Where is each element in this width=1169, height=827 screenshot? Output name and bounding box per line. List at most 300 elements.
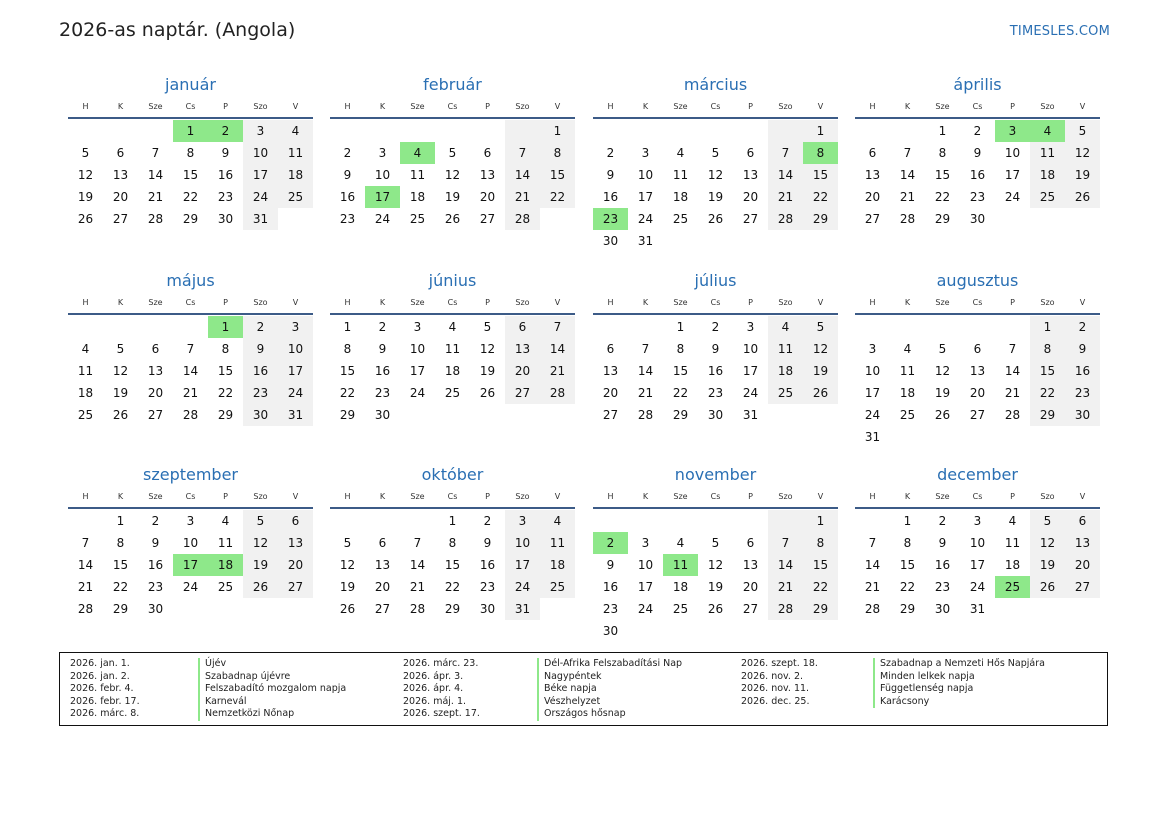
empty-day-cell [278,208,313,230]
day-cell: 20 [969,386,986,400]
day-cell: 7 [151,146,160,160]
day-cell: 2 [343,146,352,160]
day-cell: 16 [707,364,724,378]
day-cell: 18 [444,364,461,378]
day-cell: 13 [374,558,391,572]
day-cell: 9 [378,342,387,356]
day-cell: 4 [768,316,803,338]
holiday-name: Vészhelyzet [537,696,682,709]
weekday-label: K [117,298,124,307]
day-cell: 31 [278,404,313,426]
day-cell: 30 [479,602,496,616]
holiday-date: 2026. jan. 1. [70,658,130,669]
day-cell: 7 [641,342,650,356]
weekday-label: K [379,492,386,501]
month-9 [330,463,575,620]
day-cell: 11 [444,342,461,356]
empty-day-cell [698,120,733,142]
holiday-day-cell: 17 [365,186,400,208]
day-cell: 20 [147,386,164,400]
day-cell: 8 [221,342,230,356]
holiday-date: 2026. nov. 2. [741,670,804,682]
weekday-label: Cs [447,492,458,501]
empty-day-cell [960,426,995,448]
empty-day-cell [803,230,838,252]
day-cell: 10 [742,342,759,356]
day-cell: 24 [864,408,881,422]
month-8 [68,463,313,620]
holiday-day-cell: 17 [173,554,208,576]
month-name: december [937,465,1018,484]
holiday-day-cell: 25 [995,576,1030,598]
day-cell: 29 [444,602,461,616]
empty-day-cell [1065,208,1100,230]
day-cell: 27 [147,408,164,422]
weekday-label: Cs [710,102,721,111]
day-cell: 20 [278,554,313,576]
day-cell: 2 [973,124,982,138]
day-cell: 4 [540,510,575,532]
empty-day-cell [768,120,803,142]
weekday-label: H [869,298,876,307]
empty-day-cell [995,208,1030,230]
holiday-day-cell: 11 [663,554,698,576]
day-cell: 19 [479,364,496,378]
month-4 [68,269,313,426]
month-11 [855,463,1100,620]
holiday-day-cell: 4 [400,142,435,164]
empty-day-cell [593,510,628,532]
day-cell: 5 [483,320,492,334]
empty-day-cell [855,120,890,142]
day-cell: 9 [973,146,982,160]
day-cell: 30 [934,602,951,616]
day-cell: 25 [278,186,313,208]
day-cell: 30 [217,212,234,226]
empty-day-cell [855,510,890,532]
empty-day-cell [470,120,505,142]
day-cell: 25 [409,212,426,226]
weekday-label: Cs [185,298,196,307]
day-cell: 9 [711,342,720,356]
month-name: február [423,75,482,94]
holiday-names-column-2 [537,658,682,721]
holiday-name: Függetlenség napja [873,683,1045,696]
empty-day-cell [505,120,540,142]
empty-day-cell [103,316,138,338]
weekday-label: H [82,492,89,501]
weekday-label: Sze [410,298,425,307]
weekday-label: P [485,492,490,501]
day-cell: 8 [903,536,912,550]
day-cell: 5 [938,342,947,356]
day-cell: 29 [899,602,916,616]
weekday-label: V [817,102,824,111]
empty-day-cell [768,510,803,532]
weekday-label: P [1010,102,1015,111]
weekday-label: Szo [515,298,530,307]
day-cell: 30 [969,212,986,226]
day-cell: 21 [182,386,199,400]
day-cell: 29 [1030,404,1065,426]
empty-day-cell [278,598,313,620]
day-cell: 19 [934,386,951,400]
month-3 [855,73,1100,230]
holiday-name: Újév [198,658,346,671]
weekday-label: V [554,492,561,501]
day-cell: 21 [768,576,803,598]
empty-day-cell [540,208,575,230]
empty-day-cell [628,120,663,142]
empty-day-cell [628,316,663,338]
day-cell: 27 [479,212,496,226]
day-cell: 7 [81,536,90,550]
day-cell: 21 [540,360,575,382]
day-cell: 9 [1065,338,1100,360]
day-cell: 4 [278,120,313,142]
holiday-day-cell: 1 [208,316,243,338]
day-cell: 26 [707,212,724,226]
day-cell: 28 [147,212,164,226]
day-cell: 18 [768,360,803,382]
weekday-label: Szo [778,102,793,111]
weekday-label: K [642,102,649,111]
weekday-header [68,293,313,315]
month-6 [593,269,838,426]
day-cell: 3 [278,316,313,338]
day-cell: 5 [711,536,720,550]
day-cell: 23 [934,580,951,594]
day-cell: 13 [742,558,759,572]
day-cell: 25 [768,382,803,404]
weekday-label: P [748,492,753,501]
weekday-label: P [223,492,228,501]
day-cell: 10 [637,168,654,182]
empty-day-cell [330,120,365,142]
day-cell: 14 [505,164,540,186]
empty-day-cell [803,620,838,642]
day-cell: 28 [409,602,426,616]
day-cell: 15 [112,558,129,572]
day-cell: 27 [374,602,391,616]
day-cell: 11 [899,364,916,378]
weekday-label: P [485,102,490,111]
holiday-dates-column-2 [403,658,480,721]
day-cell: 27 [505,382,540,404]
day-cell: 22 [444,580,461,594]
empty-day-cell [593,120,628,142]
day-cell: 26 [243,576,278,598]
empty-day-cell [663,230,698,252]
day-cell: 23 [602,602,619,616]
day-cell: 12 [77,168,94,182]
empty-day-cell [330,510,365,532]
empty-day-cell [540,404,575,426]
day-cell: 18 [77,386,94,400]
day-cell: 8 [1030,338,1065,360]
day-cell: 24 [1004,190,1021,204]
days-grid [855,119,1100,230]
brand-link[interactable]: TIMESLES.COM [1009,24,1110,39]
day-cell: 10 [374,168,391,182]
empty-day-cell [1030,208,1065,230]
weekday-label: V [292,298,299,307]
weekday-label: K [642,492,649,501]
day-cell: 26 [803,382,838,404]
day-cell: 21 [768,186,803,208]
holiday-names-column-1 [198,658,346,721]
empty-day-cell [138,120,173,142]
day-cell: 16 [479,558,496,572]
weekday-header [68,487,313,509]
weekday-label: Cs [972,102,983,111]
day-cell: 30 [243,404,278,426]
day-cell: 3 [868,342,877,356]
weekday-label: Cs [710,298,721,307]
day-cell: 22 [803,186,838,208]
day-cell: 20 [864,190,881,204]
day-cell: 29 [803,598,838,620]
day-cell: 17 [742,364,759,378]
holiday-day-cell: 1 [173,120,208,142]
day-cell: 2 [243,316,278,338]
weekday-header [855,487,1100,509]
empty-day-cell [1065,426,1100,448]
day-cell: 10 [505,532,540,554]
day-cell: 26 [112,408,129,422]
day-cell: 13 [864,168,881,182]
day-cell: 22 [899,580,916,594]
day-cell: 19 [444,190,461,204]
day-cell: 18 [672,580,689,594]
day-cell: 17 [864,386,881,400]
day-cell: 6 [278,510,313,532]
day-cell: 13 [505,338,540,360]
day-cell: 20 [479,190,496,204]
empty-day-cell [400,510,435,532]
day-cell: 24 [278,382,313,404]
weekday-label: K [904,492,911,501]
day-cell: 10 [1004,146,1021,160]
day-cell: 15 [803,164,838,186]
day-cell: 5 [243,510,278,532]
month-10 [593,463,838,642]
empty-day-cell [995,426,1030,448]
empty-day-cell [698,230,733,252]
day-cell: 5 [116,342,125,356]
day-cell: 1 [116,514,125,528]
empty-day-cell [1030,426,1065,448]
weekday-label: P [223,298,228,307]
weekday-label: Cs [447,298,458,307]
day-cell: 19 [243,554,278,576]
day-cell: 12 [707,558,724,572]
month-name: május [166,271,215,290]
empty-day-cell [593,316,628,338]
weekday-label: Sze [673,298,688,307]
day-cell: 16 [602,580,619,594]
day-cell: 15 [803,554,838,576]
weekday-label: V [1079,298,1086,307]
day-cell: 17 [1004,168,1021,182]
day-cell: 7 [540,316,575,338]
day-cell: 12 [707,168,724,182]
day-cell: 24 [409,386,426,400]
holiday-name: Nagypéntek [537,671,682,684]
day-cell: 8 [676,342,685,356]
weekday-label: Sze [673,492,688,501]
day-cell: 9 [938,536,947,550]
empty-day-cell [925,426,960,448]
weekday-label: V [554,298,561,307]
day-cell: 25 [672,212,689,226]
day-cell: 29 [217,408,234,422]
day-cell: 27 [864,212,881,226]
day-cell: 26 [77,212,94,226]
days-grid [330,119,575,230]
empty-day-cell [435,404,470,426]
day-cell: 26 [707,602,724,616]
weekday-label: Szo [253,492,268,501]
day-cell: 27 [742,602,759,616]
days-grid [68,315,313,426]
day-cell: 16 [339,190,356,204]
day-cell: 3 [378,146,387,160]
day-cell: 20 [1065,554,1100,576]
holiday-day-cell: 23 [593,208,628,230]
day-cell: 6 [505,316,540,338]
day-cell: 15 [934,168,951,182]
day-cell: 3 [186,514,195,528]
day-cell: 28 [505,208,540,230]
day-cell: 1 [803,120,838,142]
day-cell: 16 [1065,360,1100,382]
weekday-label: Sze [935,492,950,501]
weekday-label: Szo [515,102,530,111]
empty-day-cell [698,620,733,642]
holiday-day-cell: 4 [1030,120,1065,142]
day-cell: 5 [448,146,457,160]
day-cell: 27 [112,212,129,226]
day-cell: 10 [182,536,199,550]
weekday-label: P [1010,298,1015,307]
day-cell: 13 [278,532,313,554]
day-cell: 6 [116,146,125,160]
day-cell: 22 [540,186,575,208]
day-cell: 6 [151,342,160,356]
day-cell: 15 [182,168,199,182]
day-cell: 24 [182,580,199,594]
day-cell: 14 [409,558,426,572]
day-cell: 11 [409,168,426,182]
day-cell: 22 [217,386,234,400]
weekday-label: Szo [1040,102,1055,111]
holiday-date: 2026. jan. 2. [70,670,130,682]
empty-day-cell [663,620,698,642]
weekday-label: H [344,298,351,307]
day-cell: 8 [803,532,838,554]
weekday-label: P [748,298,753,307]
day-cell: 24 [243,186,278,208]
day-cell: 2 [378,320,387,334]
empty-day-cell [173,598,208,620]
holiday-name: Minden lelkek napja [873,671,1045,684]
day-cell: 4 [448,320,457,334]
days-grid [855,315,1100,448]
weekday-label: H [869,102,876,111]
day-cell: 19 [707,190,724,204]
day-cell: 10 [864,364,881,378]
holiday-day-cell: 18 [208,554,243,576]
day-cell: 8 [938,146,947,160]
day-cell: 20 [374,580,391,594]
day-cell: 29 [672,408,689,422]
empty-day-cell [925,316,960,338]
day-cell: 23 [243,382,278,404]
day-cell: 14 [899,168,916,182]
weekday-label: Cs [710,492,721,501]
empty-day-cell [365,120,400,142]
month-name: március [683,75,748,94]
weekday-header [855,293,1100,315]
day-cell: 19 [803,360,838,382]
holiday-name: Szabadnap újévre [198,671,346,684]
day-cell: 7 [413,536,422,550]
day-cell: 28 [540,382,575,404]
day-cell: 29 [112,602,129,616]
day-cell: 4 [81,342,90,356]
day-cell: 28 [637,408,654,422]
day-cell: 1 [903,514,912,528]
day-cell: 16 [374,364,391,378]
day-cell: 21 [637,386,654,400]
weekday-label: Szo [1040,492,1055,501]
day-cell: 29 [182,212,199,226]
day-cell: 31 [742,408,759,422]
holiday-name: Országos hősnap [537,708,682,721]
day-cell: 9 [221,146,230,160]
day-cell: 10 [409,342,426,356]
day-cell: 15 [540,164,575,186]
day-cell: 13 [602,364,619,378]
day-cell: 12 [934,364,951,378]
day-cell: 6 [378,536,387,550]
day-cell: 11 [768,338,803,360]
day-cell: 28 [864,602,881,616]
days-grid [855,509,1100,620]
day-cell: 14 [147,168,164,182]
day-cell: 17 [409,364,426,378]
day-cell: 16 [602,190,619,204]
day-cell: 25 [444,386,461,400]
day-cell: 3 [243,120,278,142]
day-cell: 21 [147,190,164,204]
day-cell: 31 [969,602,986,616]
weekday-label: Szo [253,298,268,307]
day-cell: 31 [505,598,540,620]
day-cell: 22 [672,386,689,400]
day-cell: 31 [637,234,654,248]
day-cell: 30 [147,602,164,616]
day-cell: 24 [742,386,759,400]
day-cell: 21 [505,186,540,208]
day-cell: 17 [278,360,313,382]
day-cell: 21 [864,580,881,594]
day-cell: 13 [147,364,164,378]
day-cell: 1 [540,120,575,142]
day-cell: 18 [899,386,916,400]
days-grid [330,315,575,426]
